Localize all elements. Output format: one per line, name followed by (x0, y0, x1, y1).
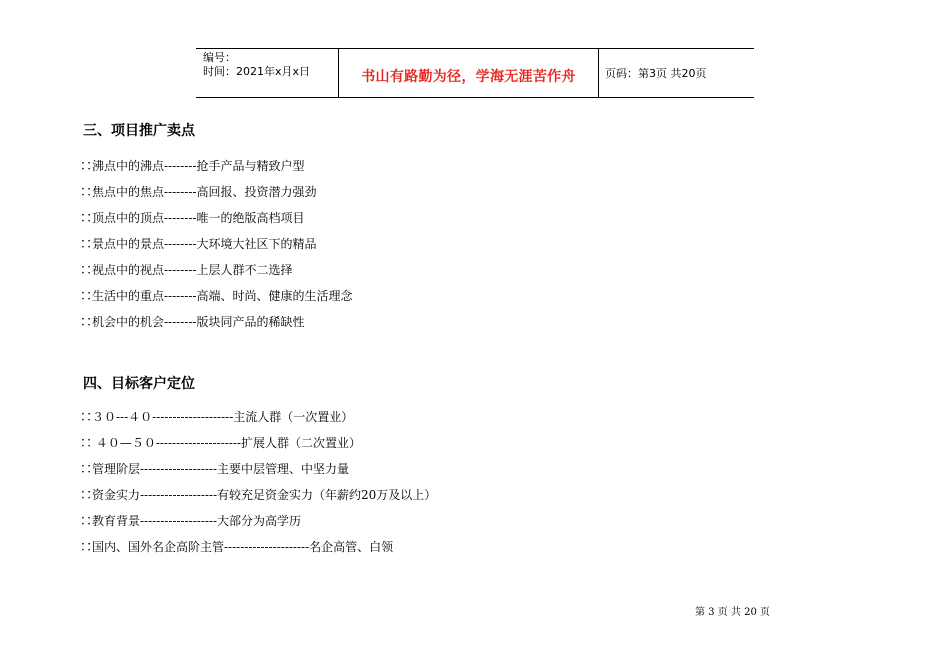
list-item: ∷资金实力-------------------有较充足资金实力（年薪约20万及以上） (80, 488, 437, 502)
page-footer: 第 3 页 共 20 页 (695, 607, 770, 618)
header-meta-cell (196, 49, 339, 97)
list-item: ∷ ４０—５０---------------------扩展人群（二次置业） (80, 436, 361, 450)
list-item: ∷３０---４０--------------------主流人群（一次置业） (80, 410, 354, 424)
list-item: ∷景点中的景点--------大环境大社区下的精品 (80, 237, 317, 251)
list-item: ∷管理阶层-------------------主要中层管理、中坚力量 (80, 462, 350, 476)
list-item: ∷顶点中的顶点--------唯一的绝版高档项目 (80, 211, 305, 225)
list-item: ∷生活中的重点--------高端、时尚、健康的生活理念 (80, 289, 353, 303)
motto-text: 书山有路勤为径，学海无涯苦作舟 (361, 69, 576, 85)
list-item: ∷焦点中的焦点--------高回报、投资潜力强劲 (80, 185, 317, 199)
serial-number-label: 编号： (203, 51, 236, 64)
page-info: 页码：第3页 共20页 (605, 67, 707, 80)
list-item: ∷国内、国外名企高阶主管---------------------名企高管、白领 (80, 540, 394, 554)
list-item: ∷教育背景-------------------大部分为高学历 (80, 514, 302, 528)
header-motto-cell (339, 49, 599, 97)
header-page-cell (599, 49, 754, 97)
list-item: ∷机会中的机会--------版块同产品的稀缺性 (80, 315, 305, 329)
section-title-selling-points: 三、项目推广卖点 (83, 123, 195, 139)
section-title-target-customers: 四、目标客户定位 (83, 376, 195, 392)
list-item: ∷视点中的视点--------上层人群不二选择 (80, 263, 293, 277)
document-header (196, 48, 754, 98)
list-item: ∷沸点中的沸点--------抢手产品与精致户型 (80, 159, 305, 173)
date-label: 时间：2021年x月x日 (203, 65, 311, 78)
